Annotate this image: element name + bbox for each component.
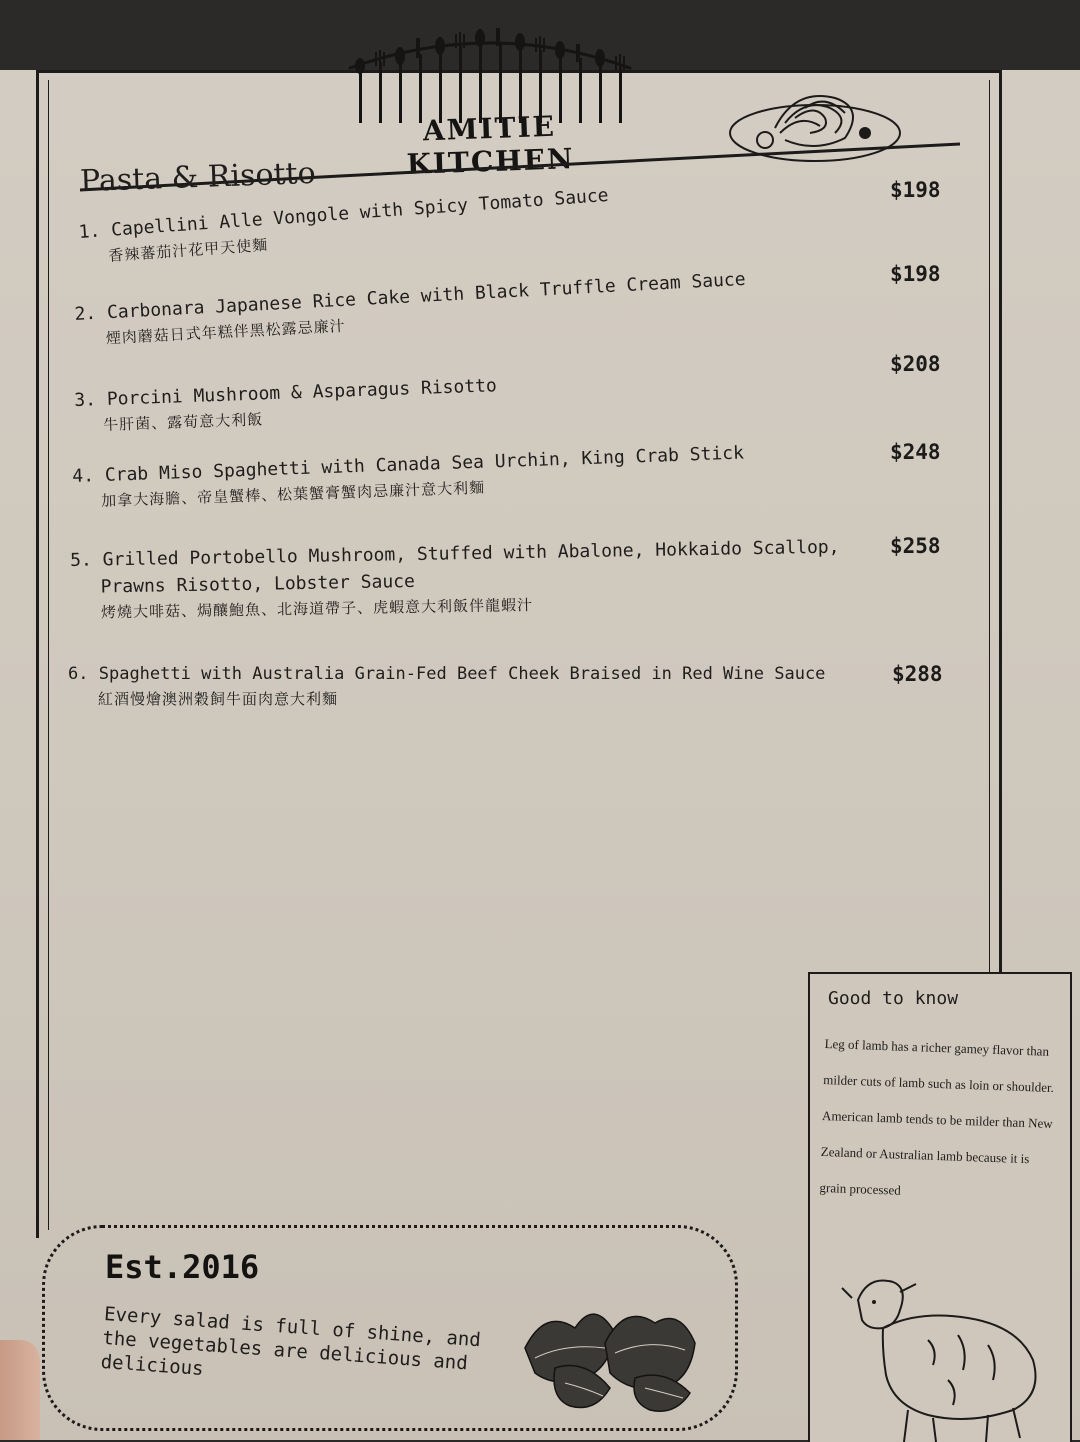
menu-item-name: 5. Grilled Portobello Mushroom, Stuffed with Abalone, Hokkaido Scallop, (70, 536, 840, 571)
menu-item-chinese: 煙肉蘑菇日式年糕伴黑松露忌廉汁 (105, 316, 347, 348)
menu-item-price: $258 (890, 534, 941, 558)
menu-item-name: 4. Crab Miso Spaghetti with Canada Sea Urchin, King Crab Stick (72, 442, 745, 487)
menu-item-chinese: 紅酒慢燴澳洲穀飼牛面肉意大利麵 (98, 690, 339, 708)
menu-item-price: $198 (890, 262, 941, 286)
menu-item-name: 2. Carbonara Japanese Rice Cake with Black Truffle Cream Sauce (74, 268, 747, 325)
menu-item-chinese: 加拿大海膽、帝皇蟹棒、松葉蟹膏蟹肉忌廉汁意大利麵 (100, 478, 486, 510)
menu-item-price: $248 (890, 440, 941, 464)
menu-item-chinese: 烤燒大啡菇、焗釀鮑魚、北海道帶子、虎蝦意大利飯伴龍蝦汁 (100, 595, 534, 622)
menu-item-5 (70, 537, 841, 623)
section-title: Pasta & Risotto (79, 155, 317, 200)
sheep-icon (838, 1270, 1048, 1442)
menu-item-name: 6. Spaghetti with Australia Grain-Fed Beef Cheek Braised in Red Wine Sauce (68, 664, 826, 684)
menu-item-price: $208 (890, 352, 941, 376)
menu-item-6 (68, 664, 825, 709)
menu-item-price: $288 (892, 662, 943, 686)
good-to-know-box (808, 972, 1072, 1442)
leaves-icon (515, 1288, 715, 1418)
thumb-edge (0, 1340, 40, 1440)
brand-name: AMITIE KITCHEN (406, 109, 576, 181)
menu-item-chinese: 香辣蕃茄汁花甲天使麵 (107, 235, 269, 265)
est-box (42, 1225, 738, 1431)
menu-item-name-line2: Prawns Risotto, Lobster Sauce (100, 570, 416, 598)
good-to-know-text: Leg of lamb has a richer gamey flavor than milder cuts of lamb such as loin or shoulder. American lamb tends to be milder than New Zealand or Australian lamb because it is grain processed (819, 1036, 1055, 1198)
est-tagline: Every salad is full of shine, and the vegetables are delicious and delicious (100, 1302, 482, 1381)
menu-item-name: 3. Porcini Mushroom & Asparagus Risotto (74, 375, 498, 411)
menu-item-chinese: 牛肝菌、露荀意大利飯 (102, 410, 264, 434)
est-title: Est.2016 (105, 1248, 260, 1286)
good-to-know-title: Good to know (828, 988, 959, 1009)
menu-item-name: 1. Capellini Alle Vongole with Spicy Tomato Sauce (78, 184, 610, 243)
menu-item-price: $198 (890, 178, 941, 202)
